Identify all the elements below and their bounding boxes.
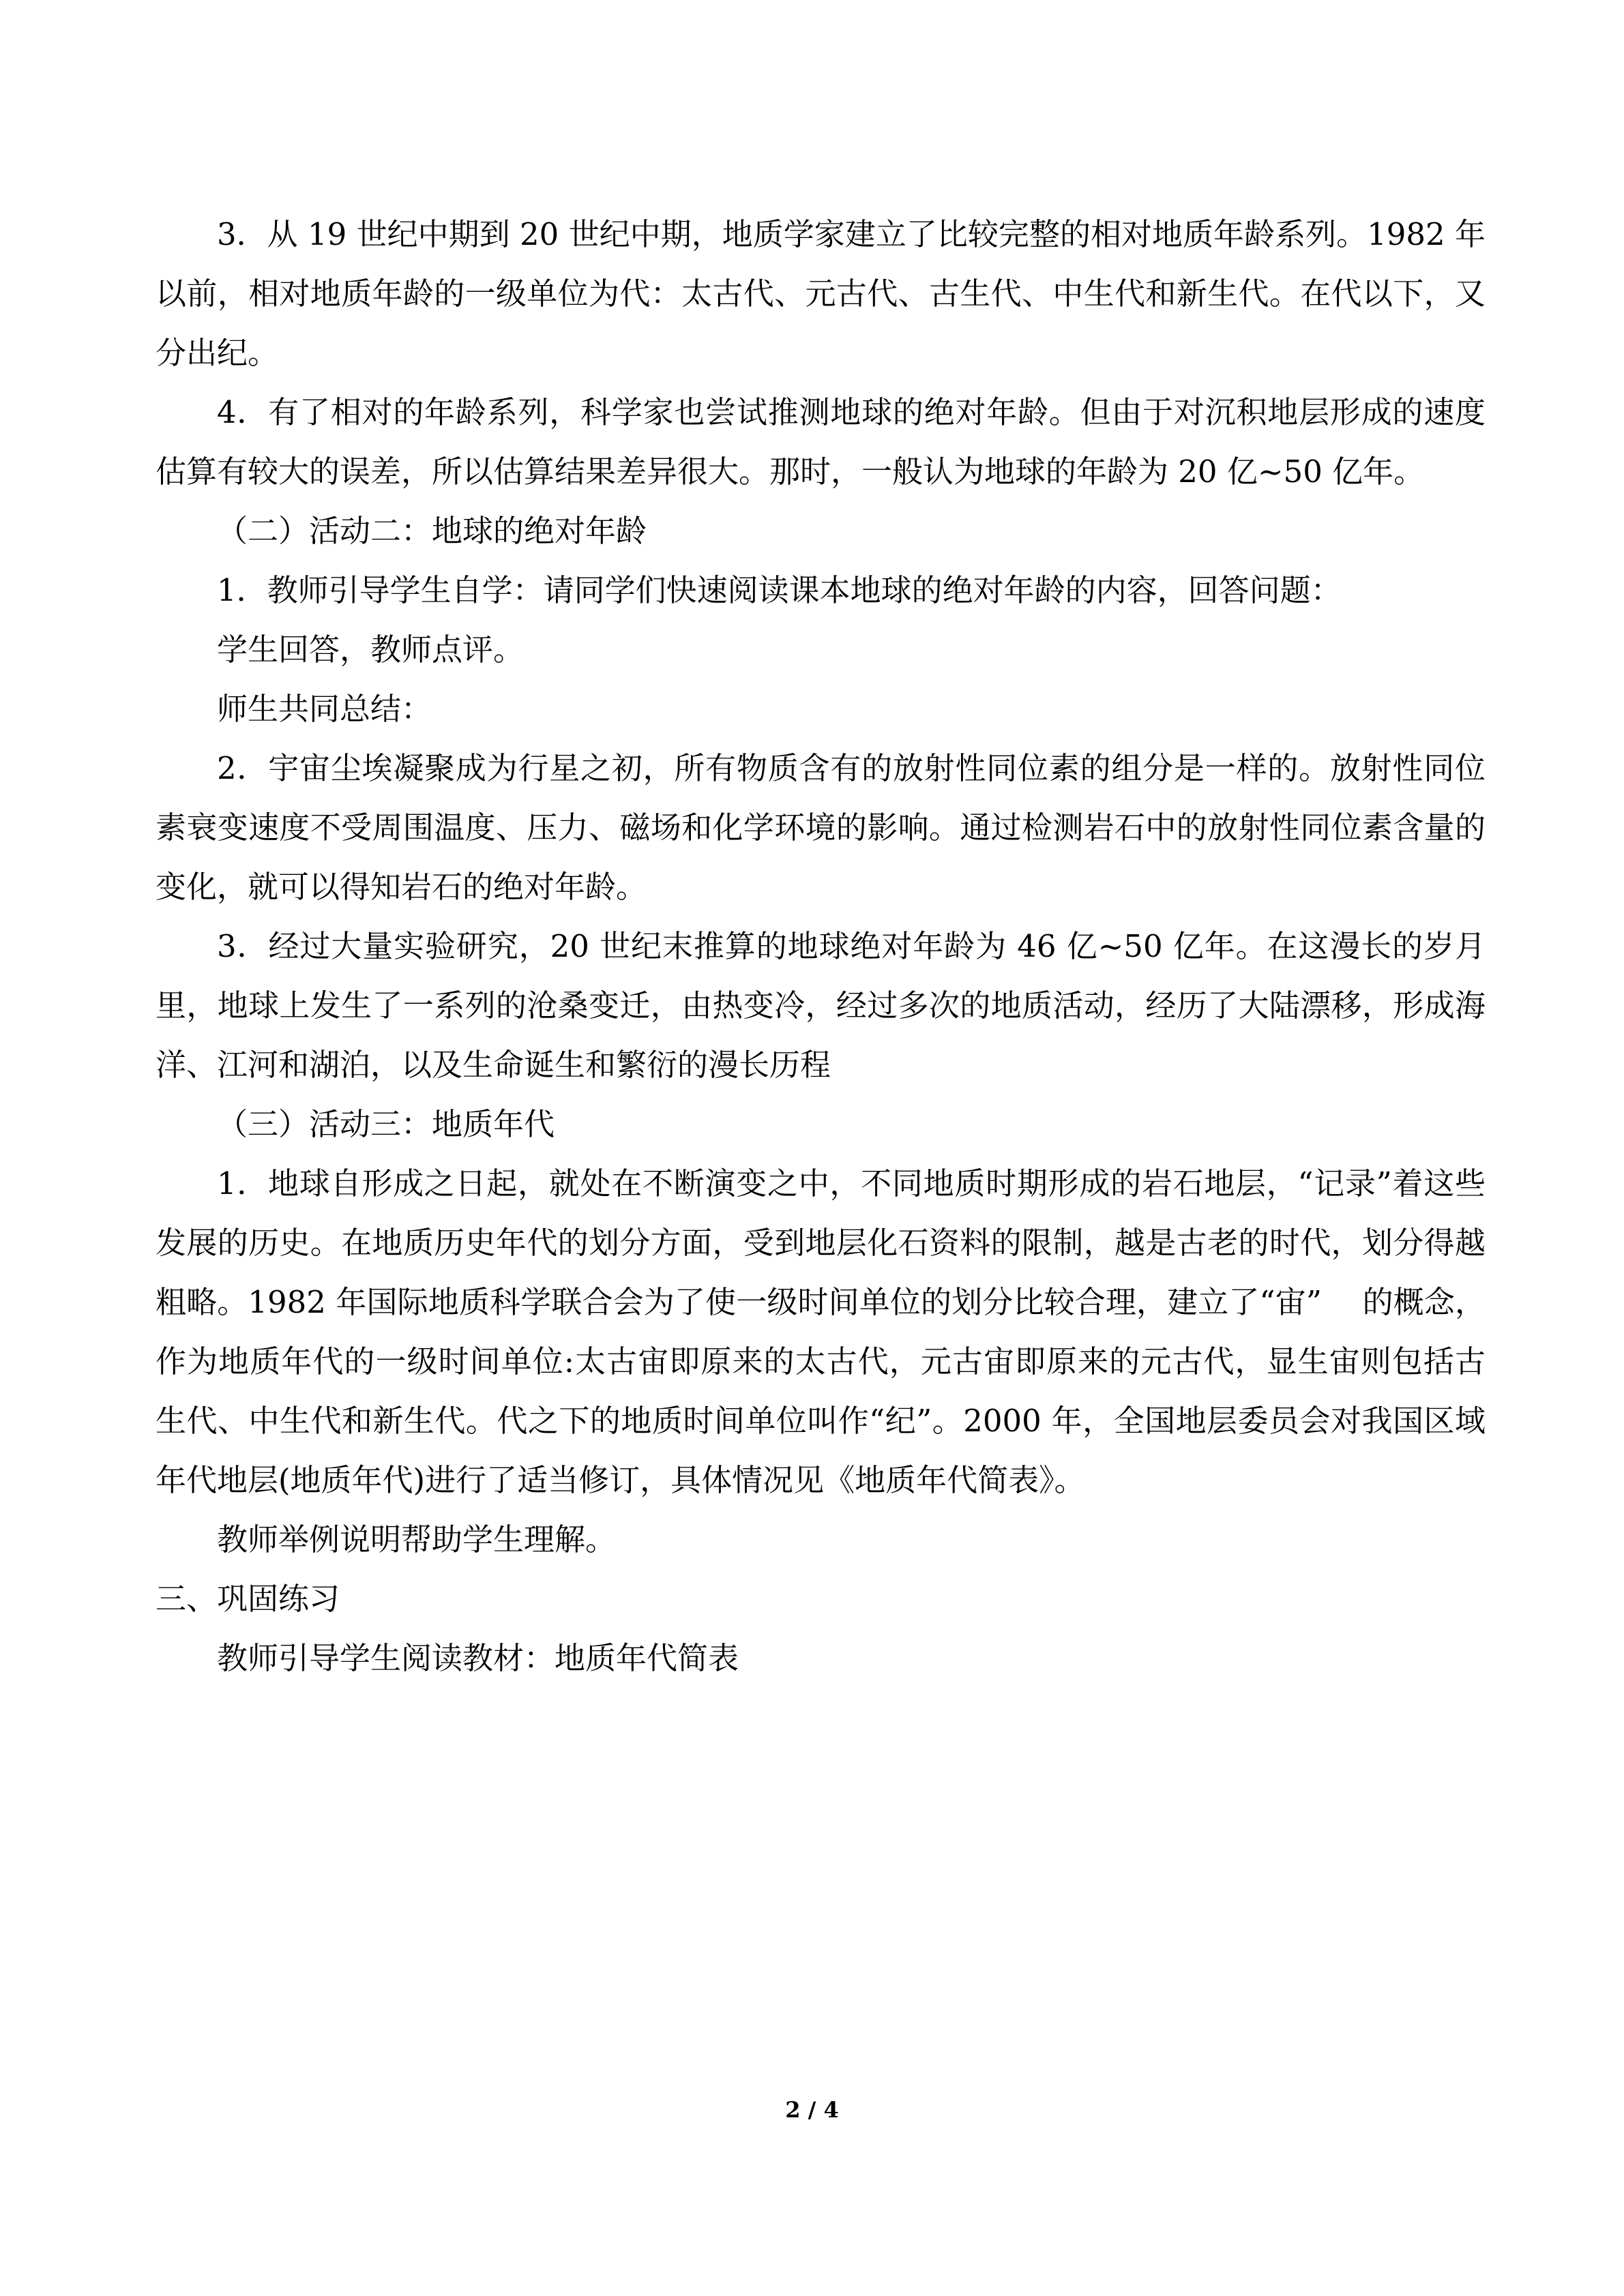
paragraph-student-answer: 学生回答，教师点评。 <box>217 631 525 668</box>
paragraph-earth-absolute-age: 3．经过大量实验研究，20 世纪末推算的地球绝对年龄为 46 亿~50 亿年。在这漫长的岁月里，地球上发生了一系列的沧桑变迁，由热变冷，经过多次的地质活动，经历了大陆漂移，形成海洋、江河和湖泊，以及生命诞生和繁衍的漫长历程 <box>156 928 1486 1083</box>
paragraph-read-textbook: 教师引导学生阅读教材：地质年代简表 <box>217 1640 739 1676</box>
section-heading-activity-three: （三）活动三：地质年代 <box>217 1106 555 1142</box>
page-number: 2 / 4 <box>785 2097 839 2123</box>
paragraph-self-study: 1．教师引导学生自学：请同学们快速阅读课本地球的绝对年龄的内容，回答问题： <box>217 572 1342 608</box>
paragraph-relative-age-series: 3．从 19 世纪中期到 20 世纪中期，地质学家建立了比较完整的相对地质年龄系列。1982 年以前，相对地质年龄的一级单位为代：太古代、元古代、古生代、中生代和新生代。在代以下，又分出纪。 <box>156 216 1486 371</box>
paragraph-absolute-age-attempt: 4．有了相对的年龄系列，科学家也尝试推测地球的绝对年龄。但由于对沉积地层形成的速度估算有较大的误差，所以估算结果差异很大。那时，一般认为地球的年龄为 20 亿~50 亿年。 <box>156 394 1486 490</box>
paragraph-summary-intro: 师生共同总结： <box>217 691 432 727</box>
paragraph-geologic-eras: 1．地球自形成之日起，就处在不断演变之中，不同地质时期形成的岩石地层，“记录”着这些发展的历史。在地质历史年代的划分方面，受到地层化石资料的限制，越是古老的时代，划分得越粗略。1982 年国际地质科学联合会为了使一级时间单位的划分比较合理，建立了“宙” 的概念，作为地质年代的一级时间单位:太古宙即原来的太古代，元古宙即原来的元古代，显生宙则包括古生代、中生代和新生代。代之下的地质时间单位叫作“纪”。2000 年，全国地层委员会对我国区域年代地层(地质年代)进行了适当修订，具体情况见《地质年代简表》。 <box>156 1165 1486 1498</box>
paragraph-teacher-examples: 教师举例说明帮助学生理解。 <box>217 1521 617 1557</box>
document-body <box>156 205 1486 1688</box>
paragraph-radioactive-isotopes: 2．宇宙尘埃凝聚成为行星之初，所有物质含有的放射性同位素的组分是一样的。放射性同位素衰变速度不受周围温度、压力、磁场和化学环境的影响。通过检测岩石中的放射性同位素含量的变化，就可以得知岩石的绝对年龄。 <box>156 750 1486 905</box>
section-heading-practice: 三、巩固练习 <box>156 1581 340 1617</box>
section-heading-activity-two: （二）活动二：地球的绝对年龄 <box>217 513 647 549</box>
